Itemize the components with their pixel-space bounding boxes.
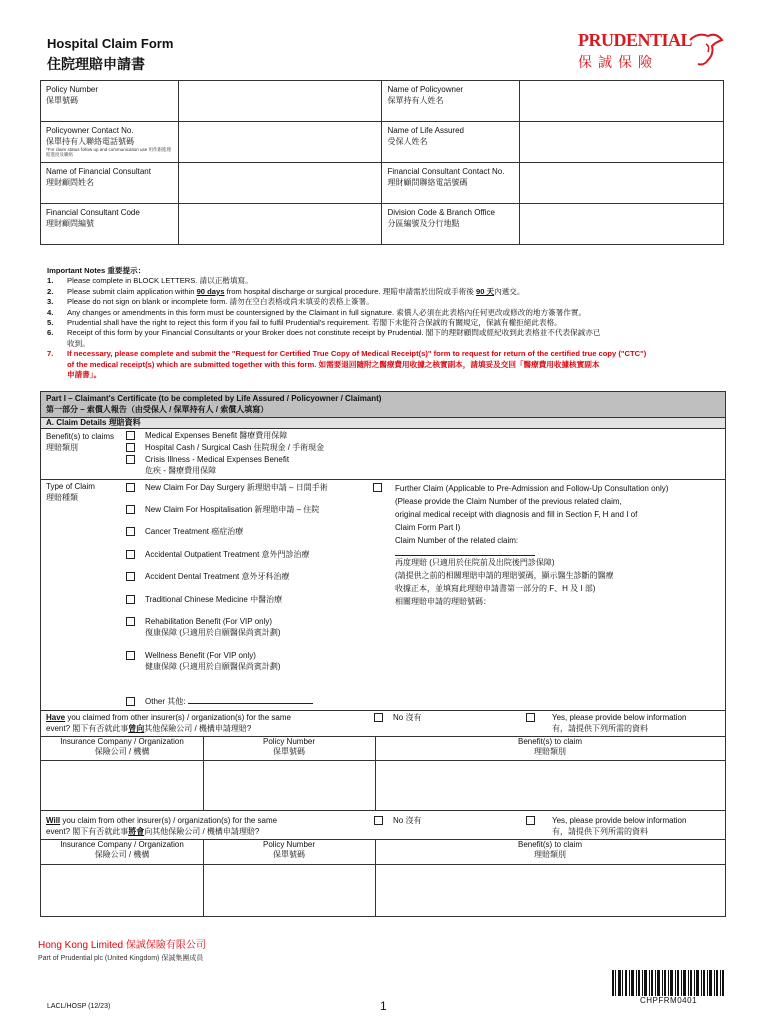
- type-tcm[interactable]: Traditional Chinese Medicine 中醫治療: [126, 594, 376, 605]
- benefit-medical-expenses[interactable]: Medical Expenses Benefit 醫療費用保障: [126, 430, 426, 441]
- checkbox[interactable]: [374, 713, 383, 722]
- benefit-hospital-cash[interactable]: Hospital Cash / Surgical Cash 住院現金 / 手術現金: [126, 442, 426, 453]
- related-claim-number-field[interactable]: [395, 547, 535, 556]
- policy-info-table: [40, 80, 724, 245]
- note-item: 5. Prudential shall have the right to reject this form if you fail to fulfil Prudential's requirement. 若閣下未能符合保誠的有關規定，保誠有權拒絕此表格。: [47, 318, 562, 328]
- checkbox[interactable]: [526, 713, 535, 722]
- checkbox[interactable]: [126, 505, 135, 514]
- fc-contact-label: Financial Consultant Contact No. 理財顧問聯絡電話號碼: [382, 163, 520, 204]
- checkbox[interactable]: [126, 483, 135, 492]
- fc-name-label: Name of Financial Consultant 理財顧問姓名: [41, 163, 179, 204]
- checkbox[interactable]: [126, 431, 135, 440]
- checkbox[interactable]: [126, 651, 135, 660]
- note-item: 1. Please complete in BLOCK LETTERS. 請以正楷填寫。: [47, 276, 253, 286]
- benefit-crisis-illness[interactable]: Crisis Illness - Medical Expenses Benefit 危疾 - 醫療費用保障: [126, 454, 426, 476]
- prudential-logo: [578, 30, 728, 70]
- life-assured-label: Name of Life Assured 受保人姓名: [382, 122, 520, 163]
- note-item: 4. Any changes or amendments in this form must be countersigned by the Claimant in full signature. 索償人必須在此表格內任何更改或修改的地方簽署作實。: [47, 307, 587, 317]
- q1-col-policy: Policy Number 保單號碼: [262, 737, 315, 756]
- note-item: 3. Please do not sign on blank or incomplete form. 請勿在空白表格或尚未填妥的表格上簽署。: [47, 297, 374, 307]
- checkbox[interactable]: [126, 550, 135, 559]
- q1-col-benefit: Benefit(s) to claim 理賠類別: [517, 737, 583, 756]
- q1-no-option[interactable]: No 沒有: [374, 712, 494, 723]
- section-a-header: A. Claim Details 理賠資料: [41, 418, 725, 429]
- page-number: 1: [380, 999, 387, 1013]
- barcode-text: CHPFRM0401: [640, 996, 698, 1005]
- notes-heading: Important Notes 重要提示：: [47, 266, 146, 275]
- company-name: Hong Kong Limited 保誠保險有限公司: [38, 940, 206, 951]
- q2-col-benefit: Benefit(s) to claim 理賠類別: [517, 840, 583, 859]
- checkbox[interactable]: [126, 527, 135, 536]
- type-accidental-outpatient[interactable]: Accidental Outpatient Treatment 意外門診治療: [126, 549, 376, 560]
- form-code: LACL/HOSP (12/23): [47, 1003, 111, 1010]
- type-further-claim[interactable]: Further Claim (Applicable to Pre-Admission and Follow-Up Consultation only) (Please provide the Claim Number of the previous related claim, original medical receipt with diagnosis and fill in Section F, H and I of Claim Form Part I) Claim Number of the related claim: 再度理賠 (只適用於住院前及出院後門診保障) (請提供之前的相關理賠申請的理賠號碼，顯示醫生診斷的醫療 收據正本，並填寫此理賠申請書第一部分的 F、H 及 I 部) 相關理賠申請的理賠號碼：: [373, 482, 723, 608]
- benefit-label: Benefit(s) to claims 理賠類別: [46, 432, 115, 452]
- q1-other-insurer: Have you claimed from other insurer(s) / organization(s) for the same event? 閣下有否就此事曾向其他保險公司 / 機構申請理賠?: [46, 713, 291, 733]
- life-assured-field[interactable]: [520, 122, 724, 163]
- type-rehabilitation[interactable]: Rehabilitation Benefit (For VIP only) 復康保障 (只適用於自願醫保尚賓計劃): [126, 616, 376, 638]
- policy-number-label: Policy Number 保單號碼: [41, 81, 179, 122]
- type-day-surgery[interactable]: New Claim For Day Surgery 新理賠申請 – 日間手術: [126, 482, 376, 493]
- part1-section: [40, 391, 726, 917]
- policyowner-contact-label: Policyowner Contact No. 保單持有人聯絡電話號碼 *For claim status follow up and communication use 用作跟進理賠進度及聯絡: [41, 122, 179, 163]
- type-wellness[interactable]: Wellness Benefit (For VIP only) 健康保障 (只適用於自願醫保尚賓計劃): [126, 650, 376, 672]
- logo-text-zh: 保誠保險: [578, 54, 658, 70]
- logo-text-en: PRUDENTIAL: [578, 30, 693, 50]
- policyowner-contact-field[interactable]: [178, 122, 382, 163]
- checkbox[interactable]: [374, 816, 383, 825]
- fc-contact-field[interactable]: [520, 163, 724, 204]
- checkbox[interactable]: [126, 697, 135, 706]
- barcode-icon: [612, 970, 724, 996]
- division-code-label: Division Code & Branch Office 分區編號及分行地點: [382, 204, 520, 245]
- important-notes: [47, 266, 727, 380]
- q1-yes-option[interactable]: Yes, please provide below information 有，請提供下列所需的資料: [526, 712, 726, 734]
- policyowner-name-field[interactable]: [520, 81, 724, 122]
- type-of-claim-label: Type of Claim 理賠種類: [46, 482, 95, 502]
- type-cancer[interactable]: Cancer Treatment 癌症治療: [126, 526, 376, 537]
- q2-other-insurer: Will you claim from other insurer(s) / organization(s) for the same event? 閣下有否就此事將會向其他保險公司 / 機構申請理賠?: [46, 816, 278, 836]
- checkbox[interactable]: [126, 572, 135, 581]
- type-accident-dental[interactable]: Accident Dental Treatment 意外牙科治療: [126, 571, 376, 582]
- policy-number-field[interactable]: [178, 81, 382, 122]
- checkbox[interactable]: [126, 443, 135, 452]
- q1-col-company: Insurance Company / Organization 保險公司 / 機構: [60, 737, 184, 756]
- q2-col-company: Insurance Company / Organization 保險公司 / 機構: [60, 840, 184, 859]
- q2-yes-option[interactable]: Yes, please provide below information 有，請提供下列所需的資料: [526, 815, 726, 837]
- type-other[interactable]: Other 其他:: [126, 696, 376, 707]
- part1-header: Part I – Claimant's Certificate (to be completed by Life Assured / Policyowner / Claimant) 第一部分 – 索償人報告（由受保人 / 保單持有人 / 索償人填寫）: [41, 392, 725, 418]
- form-title-zh: 住院理賠申請書: [47, 56, 145, 72]
- form-title-en: Hospital Claim Form: [47, 36, 174, 51]
- policyowner-name-label: Name of Policyowner 保單持有人姓名: [382, 81, 520, 122]
- fc-code-label: Financial Consultant Code 理財顧問編號: [41, 204, 179, 245]
- checkbox[interactable]: [373, 483, 382, 492]
- note-item: 6. Receipt of this form by your Financial Consultants or your Broker does not constitute receipt by Prudential. 閣下的理財顧問或經紀收到此表格並不代表保誠亦已 收到。: [47, 328, 601, 348]
- checkbox[interactable]: [126, 617, 135, 626]
- checkbox[interactable]: [126, 595, 135, 604]
- checkbox[interactable]: [126, 455, 135, 464]
- note-item-ctc: 7. If necessary, please complete and submit the "Request for Certified True Copy of Medical Receipt(s)" form to request for return of the certified true copy ("CTC") of the medical receipt(s) which are submitted together with this form. 如需要退回隨附之醫療費用收據之核實副本，請填妥及交回「醫療費用收據核實副本 申請書」。: [47, 349, 647, 380]
- q2-no-option[interactable]: No 沒有: [374, 815, 494, 826]
- fc-code-field[interactable]: [178, 204, 382, 245]
- checkbox[interactable]: [526, 816, 535, 825]
- company-sub: Part of Prudential plc (United Kingdom) 保誠集團成員: [38, 955, 204, 962]
- q2-col-policy: Policy Number 保單號碼: [262, 840, 315, 859]
- division-code-field[interactable]: [520, 204, 724, 245]
- note-item: 2. Please submit claim application within 90 days from hospital discharge or surgical procedure. 理賠申請需於出院或手術後 90 天內遞交。: [47, 286, 525, 296]
- lady-prudence-icon: [686, 30, 728, 70]
- type-hospitalisation[interactable]: New Claim For Hospitalisation 新理賠申請 – 住院: [126, 504, 376, 515]
- fc-name-field[interactable]: [178, 163, 382, 204]
